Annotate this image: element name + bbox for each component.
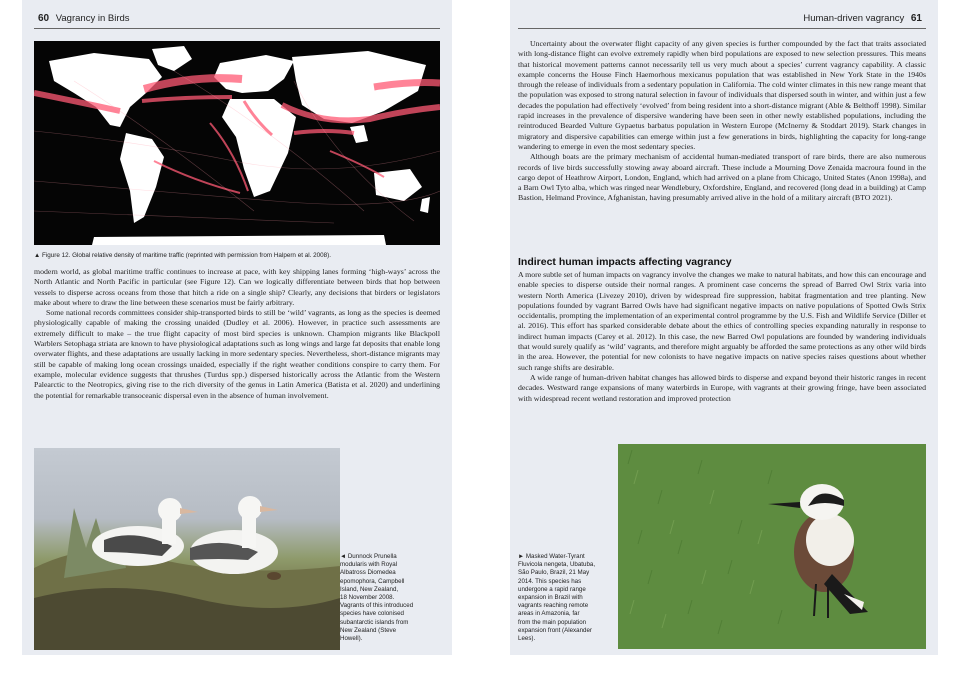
left-running-title: Vagrancy in Birds xyxy=(55,13,130,24)
right-page xyxy=(510,0,938,655)
right-paragraph: A wide range of human-driven habitat changes has allowed birds to disperse and expand beyond their historic ranges in recent decades. Westward range expansions of many waterbirds in Europe, with vagrants at their growing fringe, have been associated with widespread recent wetland restoration and improved protection xyxy=(518,372,926,403)
left-header-rule xyxy=(34,28,440,29)
caption-line: Vagrants of this introduced xyxy=(340,602,414,610)
caption-line: from the main population xyxy=(518,618,587,626)
caption-line: Albatross Diomedea xyxy=(340,569,396,577)
right-running-head xyxy=(803,13,926,24)
caption-line: modularis with Royal xyxy=(340,561,398,569)
caption-line: expansion in Brazil with xyxy=(518,594,583,602)
left-running-head xyxy=(34,13,130,24)
caption-line: epomophora, Campbell xyxy=(340,577,405,585)
water-tyrant-photo-caption xyxy=(518,553,614,643)
caption-line: ◄ Dunnock Prunella xyxy=(340,553,397,560)
left-paragraph: Some national records committees consider ship-transported birds to still be ‘wild’ vagrants, as long as the species is deemed physiologically capable of making the crossing unaided (Dudley et al. 2006). However, in practice such assessments are extremely difficult to make – the true flight capacity of most bird species is unknown. Champion migrants like Blackpoll Warblers Setophaga striata are known to have physiological adaptations such as long wings and large fat deposits that enable long overwater flights, and these adaptations are usually lacking in more sedentary species. Nevertheless, short-distance migrants may still be capable of making long ocean crossings unaided, especially if the right weather conditions conspire to carry them. For example, molecular evidence suggests that thrushes (Turdus spp.) dispersed historically across the Atlantic from the Western Palearctic to the Neotropics, giving rise to the rich diversity of the genus in Latin America (Batista et al. 2020) and underlining the potential for remarkable transoceanic dispersal even in the absence of human involvement. xyxy=(34,308,440,400)
left-page-number: 60 xyxy=(38,13,50,24)
caption-line: species have colonised xyxy=(340,610,404,618)
caption-line: undergone a rapid range xyxy=(518,585,586,593)
left-body-text xyxy=(34,267,440,401)
figure-12-caption: ▲ Figure 12. Global relative density of maritime traffic (reprinted with permission from Halpern et al. 2008). xyxy=(34,252,331,259)
caption-line: Island, New Zealand, xyxy=(340,585,399,593)
caption-line: Howell). xyxy=(340,635,363,643)
water-tyrant-photo-graphic xyxy=(618,444,926,649)
maritime-traffic-map xyxy=(34,41,440,245)
left-page xyxy=(22,0,452,655)
left-paragraph: modern world, as global maritime traffic continues to increase at pace, with key shipping lanes forming ‘high-ways’ across the North Atlantic and North Pacific in particular (see Figure 12). Can we logically differentiate between birds that hop between vessels to disperse across oceans from those that hitch a ride on a single ship? Clearly, any decisions that birders or legislators make about where to draw the line between these scenarios must be fairly arbitrary. xyxy=(34,267,440,307)
caption-line: Fluvicola nengeta, Ubatuba, xyxy=(518,561,596,569)
right-body-text-top xyxy=(518,39,926,204)
right-page-number: 61 xyxy=(910,13,922,24)
albatross-photo xyxy=(34,448,340,650)
right-header-rule xyxy=(518,28,926,29)
caption-line: 2014. This species has xyxy=(518,577,582,585)
right-paragraph: Although boats are the primary mechanism of accidental human-mediated transport of rare birds, there are also numerous records of live birds successfully stowing away aboard aircraft. These include a Mourning Dove Zenaida macroura found in the cargo depot of Heathrow Airport, London, England, which had arrived on a plane from Chicago, United States (Anon 1998a), and a Barn Owl Tyto alba, which was ringed near Wendlebury, Oxfordshire, England, and recovered (long dead in a building) at Camp Bastion, Helmand Province, Afghanistan, having presumably arrived alive in the hold of a military aircraft (BTO 2021). xyxy=(518,152,926,203)
caption-line: subantarctic islands from xyxy=(340,618,409,626)
maritime-map-graphic xyxy=(34,41,440,245)
section-heading: Indirect human impacts affecting vagrancy xyxy=(518,256,732,268)
caption-line: 18 November 2008. xyxy=(340,594,395,602)
albatross-photo-graphic xyxy=(34,448,340,650)
right-running-title: Human-driven vagrancy xyxy=(803,13,905,24)
caption-line: expansion front (Alexander xyxy=(518,626,592,634)
right-body-text-bottom xyxy=(518,270,926,404)
right-paragraph: Uncertainty about the overwater flight capacity of any given species is further compounded by the fact that traits associated with long-distance flight can evolve extremely rapidly when bird populations are exposed to new selection pressures. This means that historical movement patterns cannot necessarily tell us very much about a species’ current vagrancy capability. A classic example concerns the House Finch Haemorhous mexicanus population that was established in New York State in the 1940s through the release of individuals from a sedentary population in California. The cold winter climates in this new range meant that the population was exposed to strong natural selection in favour of individuals that dispersed south in winter, and within just a few decades the population had effectively ‘evolved’ from being resident into a short-distance migrant (Able & Belthoff 1998). Similar rapid increases in the prevalence of dispersive wandering have been seen in other newly established populations, including the reintroduced Bearded Vulture Gypaetus barbatus population in Western Europe (McInerny & Stoddart 2019). Stark changes in migratory and dispersive capabilities can emerge within just a few generations in birds, highlighting the capacity for long-range wandering to emerge in even the most sedentary species. xyxy=(518,39,926,151)
water-tyrant-photo xyxy=(618,444,926,649)
caption-line: areas in Amazonia, far xyxy=(518,610,580,618)
caption-line: New Zealand (Steve xyxy=(340,626,397,634)
caption-line: vagrants reaching remote xyxy=(518,602,589,610)
albatross-photo-caption xyxy=(340,553,440,643)
page-gutter xyxy=(452,0,510,678)
caption-line: São Paulo, Brazil, 21 May xyxy=(518,569,590,577)
caption-line: Lees). xyxy=(518,635,536,643)
right-paragraph: A more subtle set of human impacts on vagrancy involve the changes we make to natural habitats, and how this can encourage and enable species to disperse outside their normal ranges. A prominent case concerns the spread of Barred Owl Strix varia into western North America (Livezey 2010), driven by widespread fire suppression, habitat fragmentation and tree planting. New populations founded by vagrant Barred Owls have had significant negative impacts on native populations of Spotted Owls Strix occidentalis, prompting the implementation of an experimental control programme by the U.S. Fish and Wildlife Service (Diller et al. 2016). This effort has sparked considerable debate about the ethics of controlling species expanding naturally in response to indirect human impacts (Carey et al. 2012). In this case, the new Barred Owl populations are founded by wandering individuals that would surely qualify as ‘wild’ vagrants, and therefore might arguably be afforded the same protections as any other wild birds in the area. However, the potential for new colonists to have negative impacts on native species raises questions about whether such range shifts are desirable. xyxy=(518,270,926,372)
caption-line: ► Masked Water-Tyrant xyxy=(518,553,585,560)
